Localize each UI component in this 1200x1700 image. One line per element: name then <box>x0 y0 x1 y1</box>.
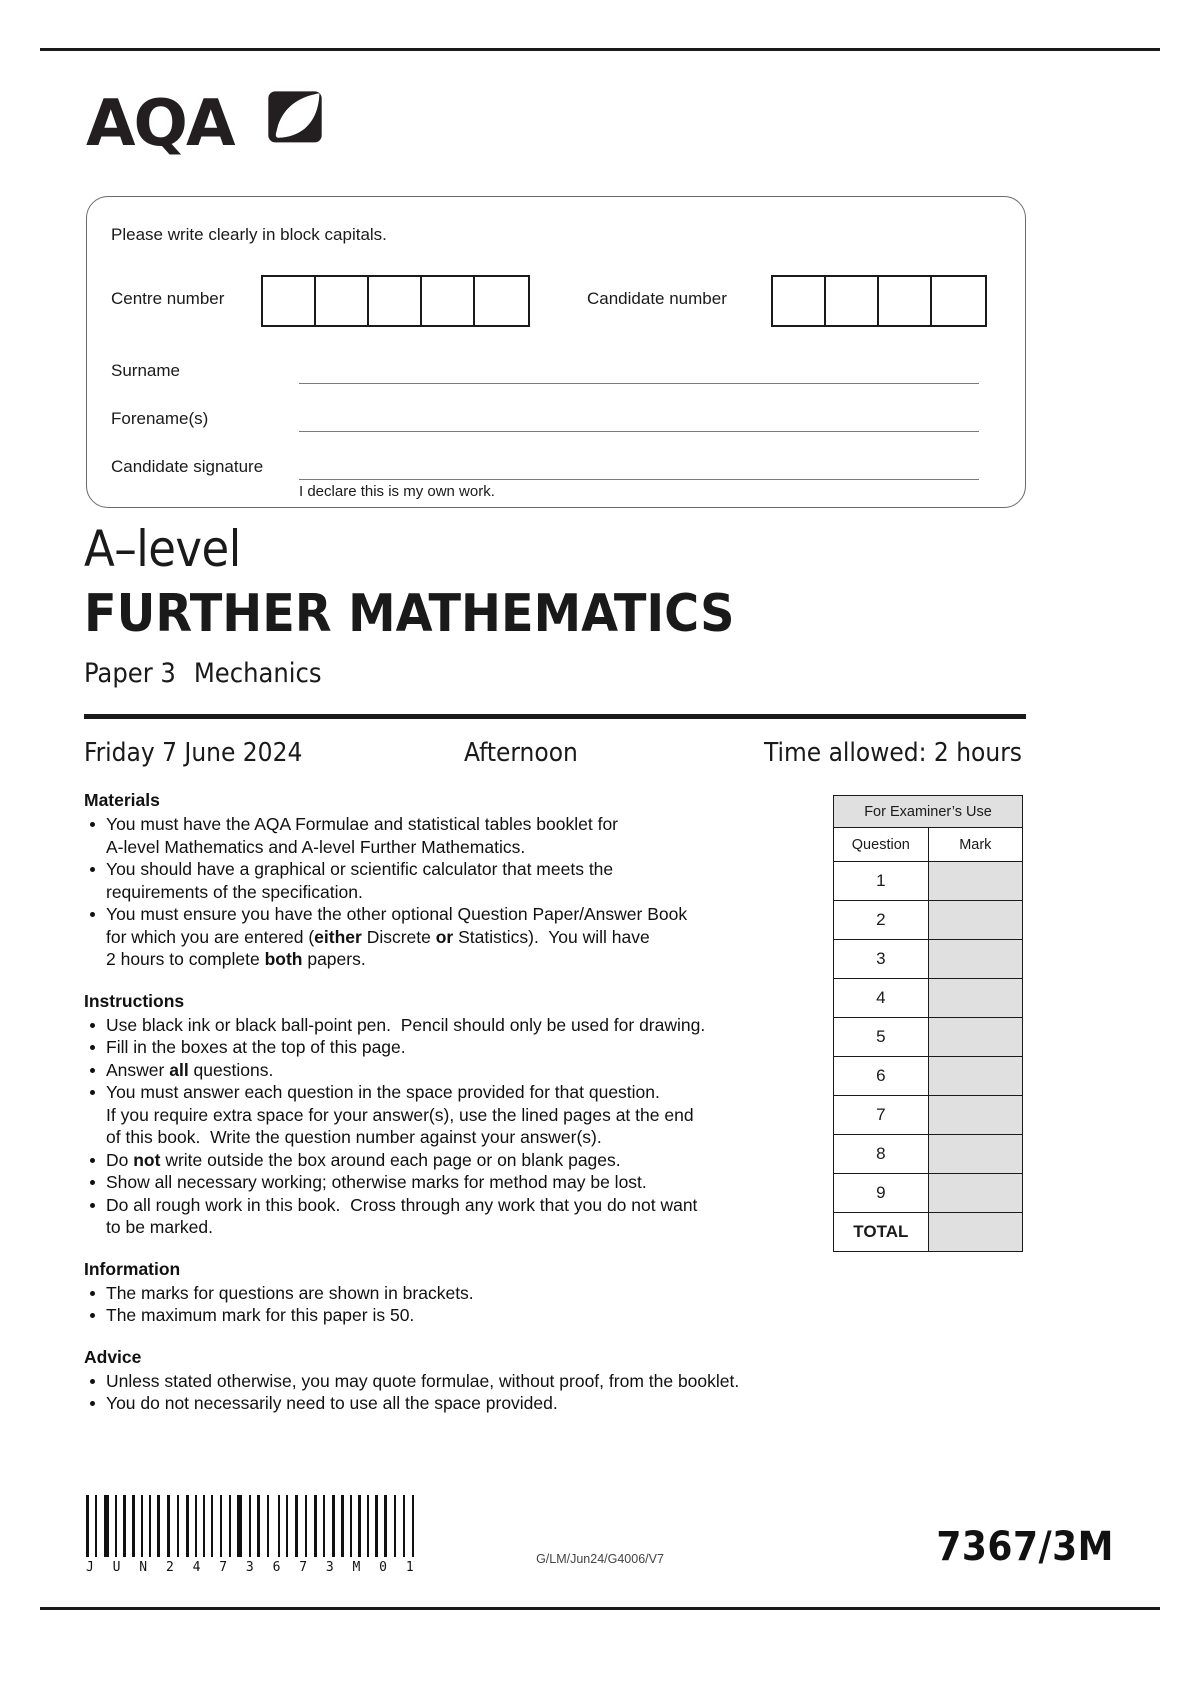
title-divider <box>84 714 1026 719</box>
surname-input[interactable] <box>299 383 979 384</box>
aqa-wordmark: AQA <box>86 87 234 161</box>
top-page-rule <box>40 48 1160 51</box>
barcode-bar <box>167 1495 170 1557</box>
table-row <box>834 1018 1023 1057</box>
barcode-bar <box>115 1495 117 1557</box>
barcode-bar <box>371 1495 373 1557</box>
barcode-bar <box>181 1495 184 1557</box>
list-item: You must have the AQA Formulae and statistical tables booklet for A-level Mathematics and A-level Further Mathematics. <box>84 813 814 858</box>
centre-number-cell[interactable] <box>316 277 369 325</box>
barcode-bar <box>111 1495 113 1557</box>
barcode <box>86 1495 474 1557</box>
barcode-bar <box>199 1495 201 1557</box>
barcode-bar <box>157 1495 160 1557</box>
examiner-table-body <box>834 796 1023 1252</box>
barcode-bar <box>295 1495 298 1557</box>
information-heading: Information <box>84 1258 181 1279</box>
mark-cell[interactable] <box>928 940 1022 979</box>
candidate-signature-label: Candidate signature <box>111 457 264 476</box>
table-row <box>834 979 1023 1018</box>
mark-cell[interactable] <box>928 1174 1022 1213</box>
barcode-bar <box>91 1495 93 1557</box>
barcode-bar <box>389 1495 392 1557</box>
question-number: 5 <box>834 1018 929 1057</box>
list-item: You must ensure you have the other optional Question Paper/Answer Book for which you are entered (either Discrete or Statistics). You will have 2 hours to complete both papers. <box>84 903 814 971</box>
barcode-bar <box>141 1495 143 1557</box>
barcode-bar <box>267 1495 269 1557</box>
barcode-bar <box>172 1495 175 1557</box>
barcode-bar <box>153 1495 155 1557</box>
table-row <box>834 1135 1023 1174</box>
barcode-bar <box>380 1495 382 1557</box>
barcode-bar <box>416 1495 419 1557</box>
forename-input[interactable] <box>299 431 979 432</box>
barcode-bar <box>350 1495 352 1557</box>
list-item: You must answer each question in the space provided for that question. If you require extra space for your answer(s), use the lined pages at the end of this book. Write the question number against your answer(s). <box>84 1081 814 1149</box>
list-item: Fill in the boxes at the top of this page. <box>84 1036 814 1059</box>
subject-title: FURTHER MATHEMATICS <box>84 584 735 644</box>
barcode-bar <box>224 1495 227 1557</box>
barcode-bar <box>99 1495 102 1557</box>
barcode-bar <box>86 1495 89 1557</box>
centre-number-input[interactable] <box>261 275 530 327</box>
forename-label: Forename(s) <box>111 409 209 428</box>
barcode-bar <box>282 1495 284 1557</box>
list-item: You do not necessarily need to use all the space provided. <box>84 1392 814 1415</box>
barcode-bar <box>337 1495 339 1557</box>
centre-number-cell[interactable] <box>263 277 316 325</box>
barcode-bar <box>354 1495 356 1557</box>
candidate-number-cell[interactable] <box>932 277 985 325</box>
barcode-digits: J U N 2 4 7 3 6 7 3 M 0 1 <box>86 1560 420 1575</box>
paper-code: 7367/3M <box>936 1524 1114 1570</box>
question-number: 6 <box>834 1057 929 1096</box>
barcode-bar <box>132 1495 135 1557</box>
examiner-use-table <box>833 795 1023 1252</box>
block-capitals-note: Please write clearly in block capitals. <box>111 225 387 244</box>
list-item: Unless stated otherwise, you may quote formulae, without proof, from the booklet. <box>84 1370 814 1393</box>
list-item: The maximum mark for this paper is 50. <box>84 1304 814 1327</box>
question-number: 1 <box>834 862 929 901</box>
table-row <box>834 796 1023 828</box>
column-header-mark: Mark <box>928 828 1022 862</box>
barcode-bar <box>403 1495 405 1557</box>
candidate-number-cell[interactable] <box>879 277 932 325</box>
total-label: TOTAL <box>834 1213 929 1252</box>
barcode-bar <box>104 1495 109 1557</box>
barcode-bar <box>137 1495 139 1557</box>
barcode-bar <box>363 1495 365 1557</box>
advice-list <box>84 1370 814 1415</box>
barcode-bar <box>119 1495 121 1557</box>
barcode-bar <box>358 1495 361 1557</box>
barcode-bar <box>233 1495 235 1557</box>
candidate-signature-input[interactable] <box>299 479 979 480</box>
advice-heading: Advice <box>84 1346 142 1367</box>
mark-cell[interactable] <box>928 1135 1022 1174</box>
barcode-bar <box>211 1495 213 1557</box>
mark-cell[interactable] <box>928 1018 1022 1057</box>
paper-number: Paper 3 <box>84 658 176 689</box>
aqa-leaf-icon <box>266 89 324 147</box>
examiner-table-title: For Examiner’s Use <box>834 796 1023 828</box>
bottom-page-rule <box>40 1607 1160 1610</box>
table-row <box>834 828 1023 862</box>
mark-cell[interactable] <box>928 1096 1022 1135</box>
barcode-bar <box>286 1495 288 1557</box>
document-code: G/LM/Jun24/G4006/V7 <box>536 1552 664 1566</box>
barcode-bar <box>271 1495 276 1557</box>
table-row <box>834 1096 1023 1135</box>
barcode-bar <box>314 1495 317 1557</box>
barcode-bar <box>332 1495 335 1557</box>
qualification-level: A–level <box>84 520 241 578</box>
barcode-bar <box>278 1495 280 1557</box>
barcode-bar <box>300 1495 303 1557</box>
list-item: You should have a graphical or scientific calculator that meets the requirements of the specification. <box>84 858 814 903</box>
list-item: Answer all questions. <box>84 1059 814 1082</box>
barcode-bar <box>341 1495 344 1557</box>
question-number: 4 <box>834 979 929 1018</box>
barcode-bar <box>323 1495 325 1557</box>
table-row <box>834 862 1023 901</box>
declaration-text: I declare this is my own work. <box>299 483 495 500</box>
barcode-bar <box>123 1495 126 1557</box>
aqa-logo <box>86 86 346 166</box>
barcode-bar <box>191 1495 193 1557</box>
barcode-bar <box>319 1495 321 1557</box>
mark-cell[interactable] <box>928 862 1022 901</box>
barcode-bar <box>412 1495 414 1557</box>
table-row <box>834 901 1023 940</box>
mark-cell[interactable] <box>928 901 1022 940</box>
barcode-bar <box>162 1495 165 1557</box>
exam-info-row <box>84 738 1026 772</box>
table-row <box>834 940 1023 979</box>
materials-list <box>84 813 814 971</box>
candidate-number-label: Candidate number <box>587 289 727 308</box>
barcode-bar <box>257 1495 260 1557</box>
barcode-bar <box>195 1495 197 1557</box>
barcode-bar <box>407 1495 410 1557</box>
barcode-bar <box>95 1495 97 1557</box>
instructions-column <box>84 790 814 1415</box>
table-row <box>834 1213 1023 1252</box>
centre-number-cell[interactable] <box>475 277 528 325</box>
question-number: 7 <box>834 1096 929 1135</box>
question-number: 3 <box>834 940 929 979</box>
barcode-bar <box>149 1495 151 1557</box>
exam-date: Friday 7 June 2024 <box>84 738 303 768</box>
barcode-bar <box>394 1495 396 1557</box>
barcode-bar <box>262 1495 265 1557</box>
barcode-bar <box>207 1495 209 1557</box>
mark-cell[interactable] <box>928 979 1022 1018</box>
total-mark-cell[interactable] <box>928 1213 1022 1252</box>
barcode-bar <box>253 1495 255 1557</box>
paper-subtitle <box>84 658 322 689</box>
centre-number-cell[interactable] <box>369 277 422 325</box>
question-number: 2 <box>834 901 929 940</box>
barcode-bar <box>367 1495 369 1557</box>
mark-cell[interactable] <box>928 1057 1022 1096</box>
information-list <box>84 1282 814 1327</box>
candidate-number-cell[interactable] <box>773 277 826 325</box>
surname-label: Surname <box>111 361 180 380</box>
barcode-bar <box>229 1495 231 1557</box>
exam-session: Afternoon <box>464 738 578 768</box>
candidate-number-cell[interactable] <box>826 277 879 325</box>
barcode-bar <box>305 1495 307 1557</box>
barcode-bar <box>220 1495 222 1557</box>
barcode-bar <box>145 1495 147 1557</box>
table-row <box>834 1174 1023 1213</box>
barcode-bar <box>384 1495 387 1557</box>
list-item: Use black ink or black ball-point pen. Pencil should only be used for drawing. <box>84 1014 814 1037</box>
materials-heading: Materials <box>84 790 160 810</box>
paper-topic: Mechanics <box>193 658 322 689</box>
barcode-bar <box>128 1495 130 1557</box>
list-item: Do not write outside the box around each page or on blank pages. <box>84 1149 814 1172</box>
barcode-bar <box>215 1495 218 1557</box>
barcode-bar <box>249 1495 251 1557</box>
table-row <box>834 1057 1023 1096</box>
list-item: Show all necessary working; otherwise marks for method may be lost. <box>84 1171 814 1194</box>
instructions-list <box>84 1014 814 1239</box>
barcode-bar <box>398 1495 401 1557</box>
instructions-heading: Instructions <box>84 990 185 1011</box>
centre-number-cell[interactable] <box>422 277 475 325</box>
time-allowed: Time allowed: 2 hours <box>764 738 1022 768</box>
barcode-bar <box>237 1495 242 1557</box>
barcode-bar <box>244 1495 247 1557</box>
barcode-bar <box>186 1495 189 1557</box>
question-number: 9 <box>834 1174 929 1213</box>
barcode-bar <box>375 1495 378 1557</box>
question-number: 8 <box>834 1135 929 1174</box>
centre-number-label: Centre number <box>111 289 225 308</box>
candidate-number-input[interactable] <box>771 275 987 327</box>
barcode-bar <box>203 1495 205 1557</box>
barcode-bar <box>177 1495 179 1557</box>
candidate-details-box <box>86 196 1026 508</box>
barcode-bar <box>346 1495 348 1557</box>
list-item: Do all rough work in this book. Cross through any work that you do not want to be marked. <box>84 1194 814 1239</box>
barcode-bar <box>327 1495 330 1557</box>
barcode-bar <box>309 1495 312 1557</box>
barcode-bar <box>290 1495 293 1557</box>
column-header-question: Question <box>834 828 929 862</box>
list-item: The marks for questions are shown in brackets. <box>84 1282 814 1305</box>
